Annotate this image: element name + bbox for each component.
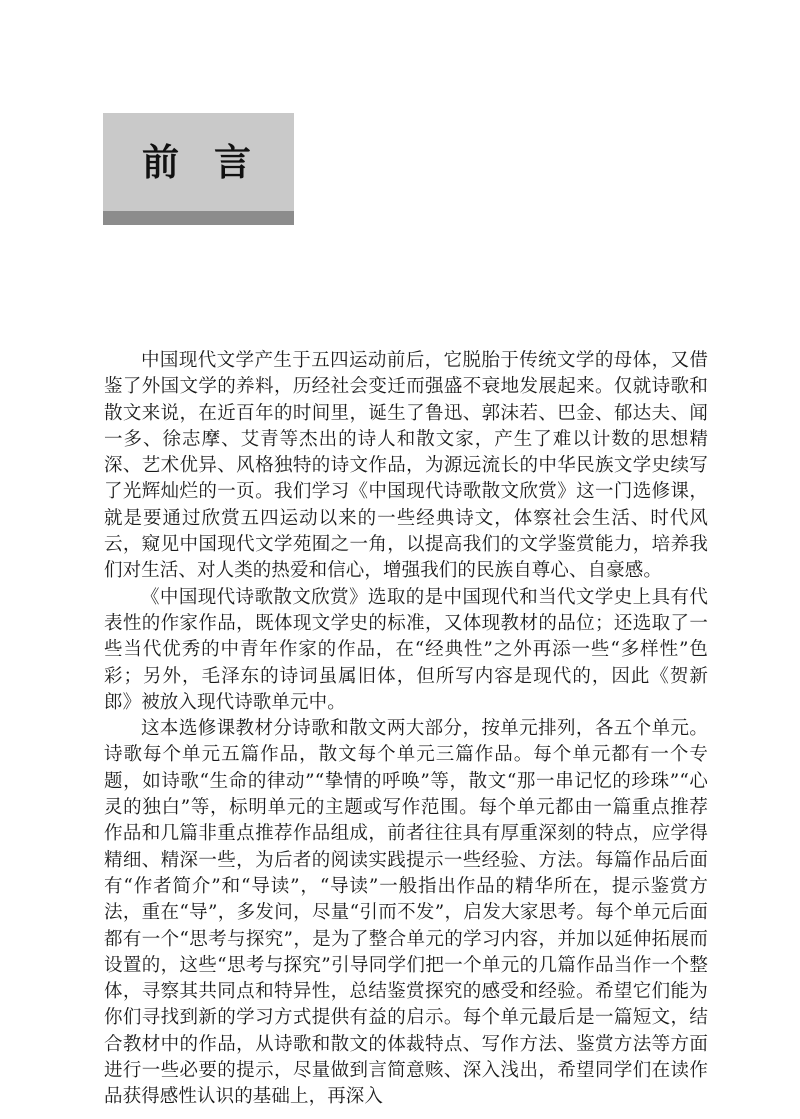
paragraph-1: 中国现代文学产生于五四运动前后，它脱胎于传统文学的母体，又借鉴了外国文学的养料，历经社会变迁而强盛不衰地发展起来。仅就诗歌和散文来说，在近百年的时间里，诞生了鲁迅、郭沫若、巴金、郁达夫、闻一多、徐志摩、艾青等杰出的诗人和散文家，产生了难以计数的思想精深、艺术优异、风格独特的诗文作品，为源远流长的中华民族文学史续写了光辉灿烂的一页。我们学习《中国现代诗歌散文欣赏》这一门选修课，就是要通过欣赏五四运动以来的一些经典诗文，体察社会生活、时代风云，窥见中国现代文学苑囿之一角，以提高我们的文学鉴赏能力，培养我们对生活、对人类的热爱和信心，增强我们的民族自尊心、自豪感。 [104, 350, 708, 582]
paragraph-2: 《中国现代诗歌散文欣赏》选取的是中国现代和当代文学史上具有代表性的作家作品，既体现文学史的标准，又体现教材的品位；还选取了一些当代优秀的中青年作家的作品，在“经典性”之外再添一些“多样性”色彩；另外，毛泽东的诗词虽属旧体，但所写内容是现代的，因此《贺新郎》被放入现代诗歌单元中。 [104, 586, 708, 713]
page-title: 前言 [142, 140, 286, 184]
body-text [104, 348, 708, 1111]
paragraph-3: 这本选修课教材分诗歌和散文两大部分，按单元排列，各五个单元。诗歌每个单元五篇作品，散文每个单元三篇作品。每个单元都有一个专题，如诗歌“生命的律动”“挚情的呼唤”等，散文“那一串记忆的珍珠”“心灵的独白”等，标明单元的主题或写作范围。每个单元都由一篇重点推荐作品和几篇非重点推荐作品组成，前者往往具有厚重深刻的特点，应学得精细、精深一些，为后者的阅读实践提示一些经验、方法。每篇作品后面有“作者简介”和“导读”，“导读”一般指出作品的精华所在，提示鉴赏方法，重在“导”，多发问，尽量“引而不发”，启发大家思考。每个单元后面都有一个“思考与探究”，是为了整合单元的学习内容，并加以延伸拓展而设置的，这些“思考与探究”引导同学们把一个单元的几篇作品当作一个整体，寻察其共同点和特异性，总结鉴赏探究的感受和经验。希望它们能为你们寻找到新的学习方式提供有益的启示。每个单元最后是一篇短文，结合教材中的作品，从诗歌和散文的体裁特点、写作方法、鉴赏方法等方面进行一些必要的提示，尽量做到言简意赅、深入浅出，希望同学们在读作品获得感性认识的基础上，再深入 [104, 718, 708, 1108]
title-underbar [103, 211, 294, 225]
